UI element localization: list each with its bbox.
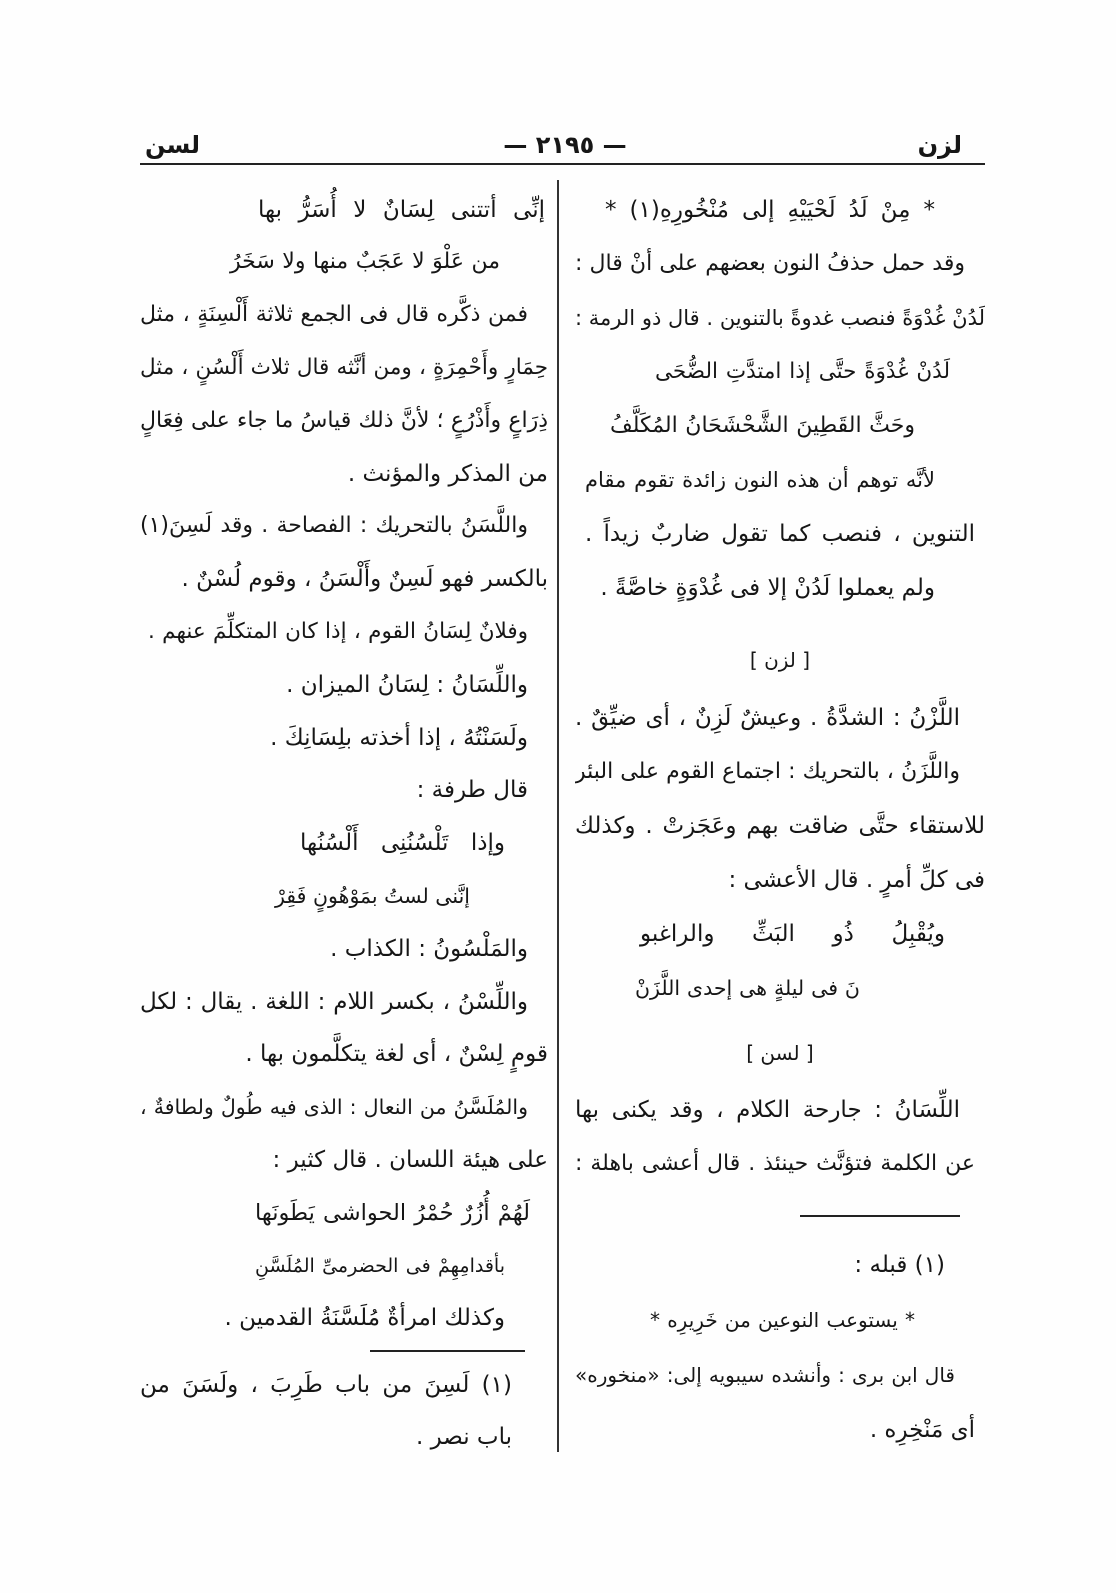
footnote-line: باب نصر . bbox=[415, 1423, 512, 1450]
footnote-rule bbox=[370, 1350, 525, 1352]
verse-line: من عَلْوَ لا عَجَبٌ منها ولا سَخَرُ bbox=[230, 249, 500, 275]
page-number: — ٢١٩٥ — bbox=[503, 131, 627, 159]
text-line: لَدُنْ غُدْوَةً فنصب غدوةً بالتنوين . قال ذو الرمة : bbox=[575, 306, 985, 330]
text-line: ولم يعملوا لَدُنْ إلا فى غُدْوَةٍ خاصَّةً . bbox=[600, 575, 935, 601]
text-line: للاستقاء حتَّى ضاقت بهم وعَجَزتْ . وكذلك bbox=[575, 813, 985, 839]
text-line: عن الكلمة فتؤنَّث حينئذ . قال أعشى باهلة : bbox=[575, 1151, 975, 1176]
verse-line: إنَّنى لستُ بمَوْهُونٍ فَقِرْ bbox=[275, 883, 470, 908]
verse-line: * مِنْ لَدُ لَحْيَيْهِ إلى مُنْخُورِهِ(١) * bbox=[605, 197, 935, 223]
text-line: واللَّزَنُ ، بالتحريك : اجتماع القوم على البئر bbox=[575, 759, 960, 784]
text-line: قال طرفة : bbox=[416, 777, 528, 804]
text-line: اللِّسَانُ : جارحة الكلام ، وقد يكنى بها bbox=[575, 1097, 960, 1123]
verse-line: لَهُمْ أُزُرٌ حُمْرُ الحواشى يَطَونَها bbox=[255, 1199, 530, 1226]
entry-heading: [ لسن ] bbox=[746, 1041, 814, 1065]
verse-line: بأقدامِهِمْ فى الحضرمىِّ المُلَسَّنِ bbox=[255, 1254, 505, 1277]
text-line: حِمَارٍ وأَحْمِرَةٍ ، ومن أنَّثه قال ثلاث أَلْسُنٍ ، مثل bbox=[140, 354, 548, 380]
text-line: من المذكر والمؤنث . bbox=[347, 460, 548, 487]
footnotes bbox=[575, 1238, 985, 1458]
verse-line: لَدُنْ غُدْوَةً حتَّى إذا امتدَّتِ الضُّحَى bbox=[655, 359, 950, 384]
running-head-left: لسن bbox=[145, 131, 201, 159]
footnote-line: (١) قبله : bbox=[854, 1252, 945, 1278]
text-line: واللِّسْنُ ، بكسر اللام : اللغة . يقال : لكل bbox=[140, 988, 528, 1015]
text-line: واللِّسَانُ : لِسَانُ الميزان . bbox=[286, 671, 528, 698]
text-line: والمَلْسُونُ : الكذاب . bbox=[330, 935, 528, 962]
text-line: قومٍ لِسْنٌ ، أى لغة يتكلَّمون بها . bbox=[245, 1041, 548, 1068]
entry-heading: [ لزن ] bbox=[749, 648, 811, 672]
text-line: والمُلَسَّنُ من النعال : الذى فيه طُولٌ ولطافةٌ ، bbox=[140, 1095, 528, 1120]
text-line: وفلانٌ لِسَانُ القوم ، إذا كان المتكلِّمَ عنهم . bbox=[148, 618, 528, 644]
footnote-line: أى مَنْخِرِه . bbox=[869, 1417, 975, 1443]
text-line: بالكسر فهو لَسِنٌ وأَلْسَنُ ، وقوم لُسْنٌ . bbox=[181, 566, 548, 593]
text-line: وكذلك امرأةٌ مُلَسَّنَةُ القدمين . bbox=[224, 1305, 505, 1332]
verse-line: نَ فى ليلةٍ هى إحدى اللَّزَنْ bbox=[635, 976, 860, 1000]
right-column bbox=[575, 183, 985, 1458]
text-line: ولَسَنْتُهُ ، إذا أخذته بلِسَانِكَ . bbox=[270, 724, 528, 751]
text-line: لأنَّه توهم أن هذه النون زائدة تقوم مقام bbox=[585, 468, 935, 492]
footnote-line: (١) لَسِنَ من باب طَرِبَ ، ولَسَنَ من bbox=[140, 1371, 512, 1398]
text-line: اللَّزْنُ : الشدَّةُ . وعيشٌ لَزِنٌ ، أى ضيِّقٌ . bbox=[575, 705, 960, 731]
running-head-right: لزن bbox=[917, 131, 962, 159]
text-line: فى كلِّ أمرٍ . قال الأعشى : bbox=[728, 867, 985, 893]
text-line: واللَّسَنُ بالتحريك : الفصاحة . وقد لَسِنَ(١) bbox=[140, 513, 528, 539]
verse-line: ويُقْبِلُ ذُو البَثِّ والراغبو bbox=[640, 921, 945, 947]
verse-line: وحَثَّ القَطِينَ الشَّحْشَحَانُ المُكَلَّفُ bbox=[610, 413, 915, 438]
verse-line: وإذا تَلْسُنُنِى أَلْسُنُها bbox=[300, 830, 505, 857]
verse-line: إنِّى أتتنى لِسَانٌ لا أُسَرُّ بها bbox=[258, 196, 545, 223]
footnote-rule bbox=[800, 1215, 960, 1217]
left-column bbox=[140, 184, 548, 1463]
footnote-line: قال ابن برى : وأنشده سيبويه إلى: «منخوره» bbox=[575, 1363, 955, 1387]
text-line: التنوين ، فنصب كما تقول ضاربٌ زيداً . bbox=[585, 521, 975, 547]
text-line: وقد حمل حذفُ النون بعضهم على أنْ قال : bbox=[575, 251, 965, 276]
text-line: فمن ذكَّره قال فى الجمع ثلاثة أَلْسِنَةٍ ، مثل bbox=[140, 302, 528, 328]
footnotes bbox=[140, 1359, 548, 1463]
text-line: ذِرَاعٍ وأَذْرُعٍ ؛ لأنَّ ذلك قياسُ ما جاء على فِعَالٍ bbox=[140, 407, 548, 433]
footnote-line: * يستوعب النوعين من خَرِيرِه * bbox=[650, 1308, 915, 1332]
text-line: على هيئة اللسان . قال كثير : bbox=[272, 1146, 548, 1173]
column-divider bbox=[557, 180, 559, 1452]
header-rule bbox=[140, 163, 985, 165]
